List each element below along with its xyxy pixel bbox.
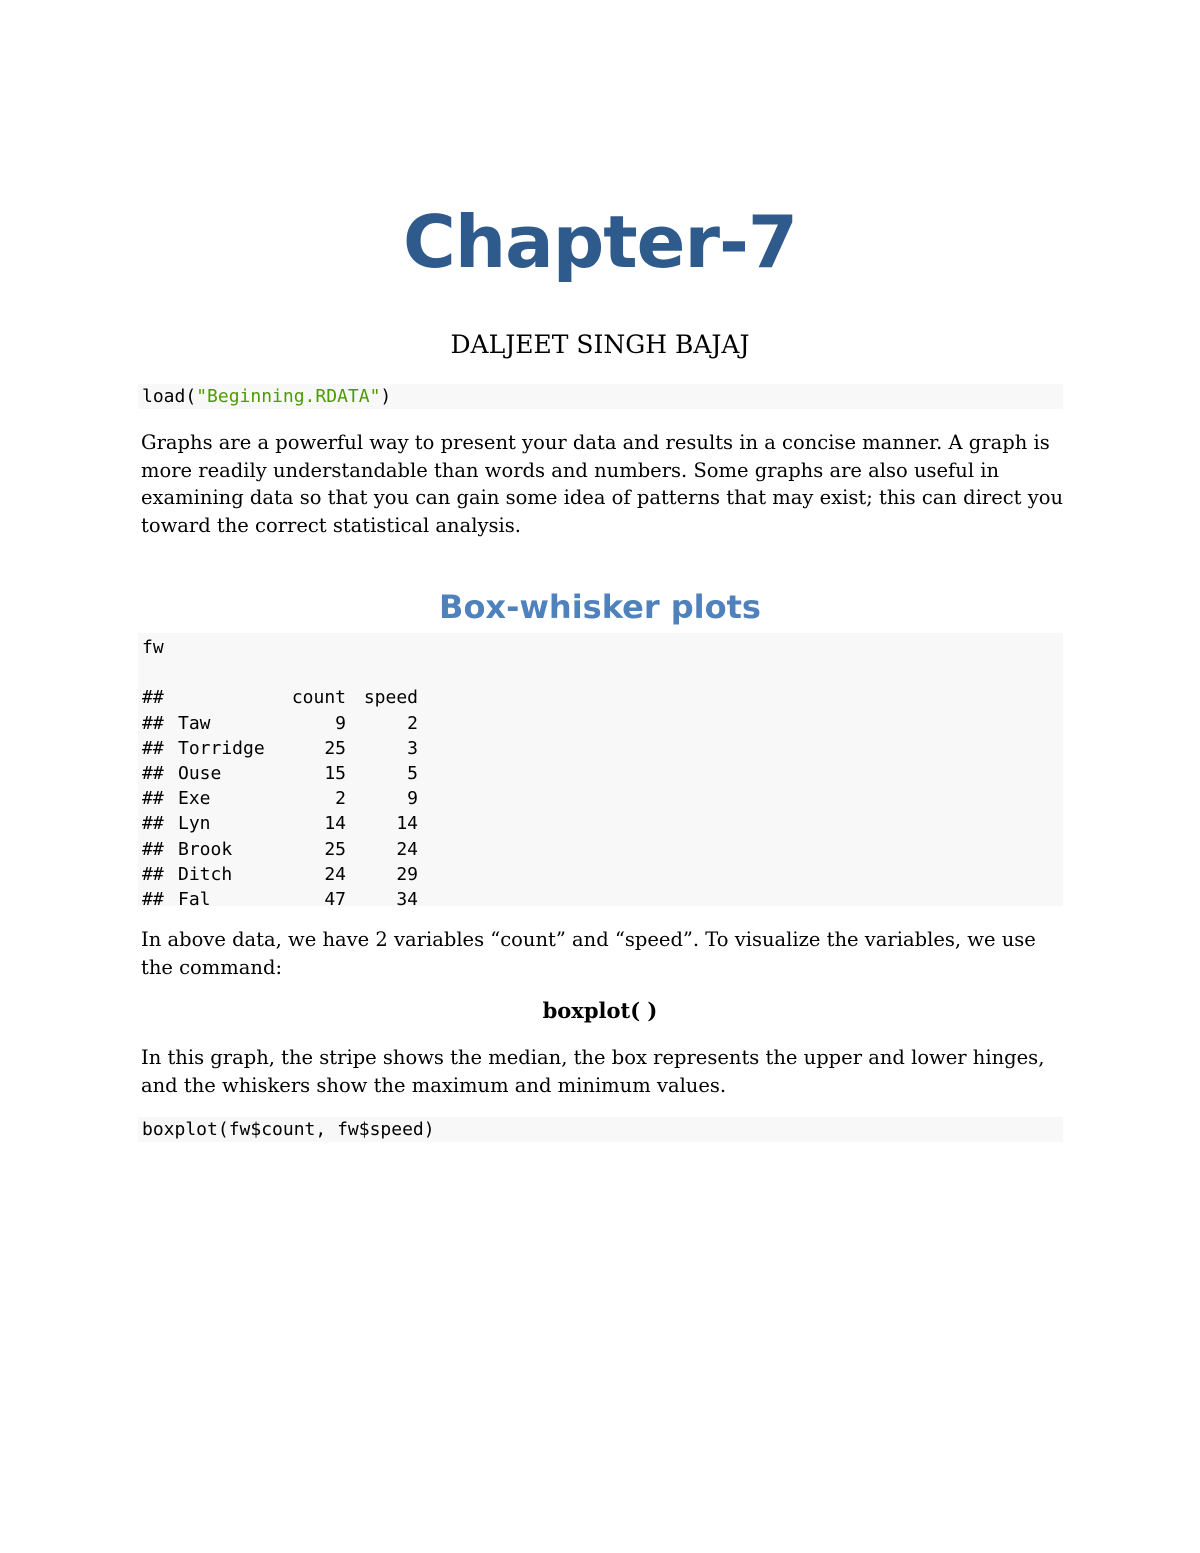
row-speed: 34 — [396, 888, 418, 910]
row-count: 47 — [324, 888, 346, 910]
row-count: 14 — [324, 813, 346, 835]
row-name: Fal — [178, 888, 211, 910]
blank-line — [142, 660, 1063, 685]
load-code-close: ) — [380, 386, 392, 407]
count-header: count — [291, 687, 346, 709]
intro-paragraph: Graphs are a powerful way to present your data and results in a concise manner. A graph is more readily understandable than words and numbers. Some graphs are also useful in examining data so that you can gain some idea of patterns that may exist; this can direct you toward the correct statistical analysis. — [141, 431, 1064, 537]
load-code-function: load( — [142, 386, 197, 407]
row-count: 24 — [324, 863, 346, 885]
comment-prefix: ## — [142, 687, 164, 709]
table-row — [142, 811, 1063, 836]
row-speed: 14 — [396, 813, 418, 835]
fw-command: fw — [142, 637, 164, 658]
row-speed: 24 — [396, 838, 418, 860]
comment-prefix: ## — [142, 888, 164, 910]
table-row — [142, 887, 1063, 912]
row-speed: 2 — [407, 712, 418, 734]
boxplot-command: boxplot( ) — [542, 998, 658, 1023]
comment-prefix: ## — [142, 712, 164, 734]
row-count: 25 — [324, 737, 346, 759]
row-name: Taw — [178, 712, 211, 734]
boxplot-code-block — [138, 1117, 1063, 1142]
comment-prefix: ## — [142, 737, 164, 759]
load-code-block — [138, 384, 1063, 409]
fw-code-block — [138, 633, 1063, 910]
row-count: 2 — [335, 788, 346, 810]
load-code-string: "Beginning.RDATA" — [196, 386, 381, 407]
row-speed: 9 — [407, 788, 418, 810]
graph-paragraph: In this graph, the stripe shows the median, the box represents the upper and lower hinges, and the whiskers show the maximum and minimum values. — [141, 1046, 1045, 1097]
table-row — [142, 837, 1063, 862]
section-heading: Box-whisker plots — [439, 588, 761, 626]
row-count: 25 — [324, 838, 346, 860]
comment-prefix: ## — [142, 838, 164, 860]
table-row — [142, 736, 1063, 761]
row-name: Lyn — [178, 813, 211, 835]
comment-prefix: ## — [142, 788, 164, 810]
table-row — [142, 786, 1063, 811]
row-name: Exe — [178, 788, 211, 810]
comment-prefix: ## — [142, 813, 164, 835]
row-speed: 29 — [396, 863, 418, 885]
author-name: DALJEET SINGH BAJAJ — [450, 330, 750, 359]
table-row — [142, 862, 1063, 887]
row-count: 9 — [335, 712, 346, 734]
row-name: Ditch — [178, 863, 233, 885]
chapter-title: Chapter-7 — [403, 200, 797, 284]
boxplot-code-line: boxplot(fw$count, fw$speed) — [142, 1119, 435, 1140]
table-row — [142, 711, 1063, 736]
row-speed: 5 — [407, 762, 418, 784]
variables-paragraph: In above data, we have 2 variables “count” and “speed”. To visualize the variables, we use the command: — [141, 928, 1036, 979]
comment-prefix: ## — [142, 762, 164, 784]
load-code-line — [142, 384, 1063, 409]
row-count: 15 — [324, 762, 346, 784]
row-name: Torridge — [178, 737, 265, 759]
speed-header: speed — [363, 687, 418, 709]
row-speed: 3 — [407, 737, 418, 759]
row-name: Ouse — [178, 762, 222, 784]
table-row — [142, 761, 1063, 786]
fw-header-row — [142, 685, 1063, 710]
row-name: Brook — [178, 838, 233, 860]
comment-prefix: ## — [142, 863, 164, 885]
